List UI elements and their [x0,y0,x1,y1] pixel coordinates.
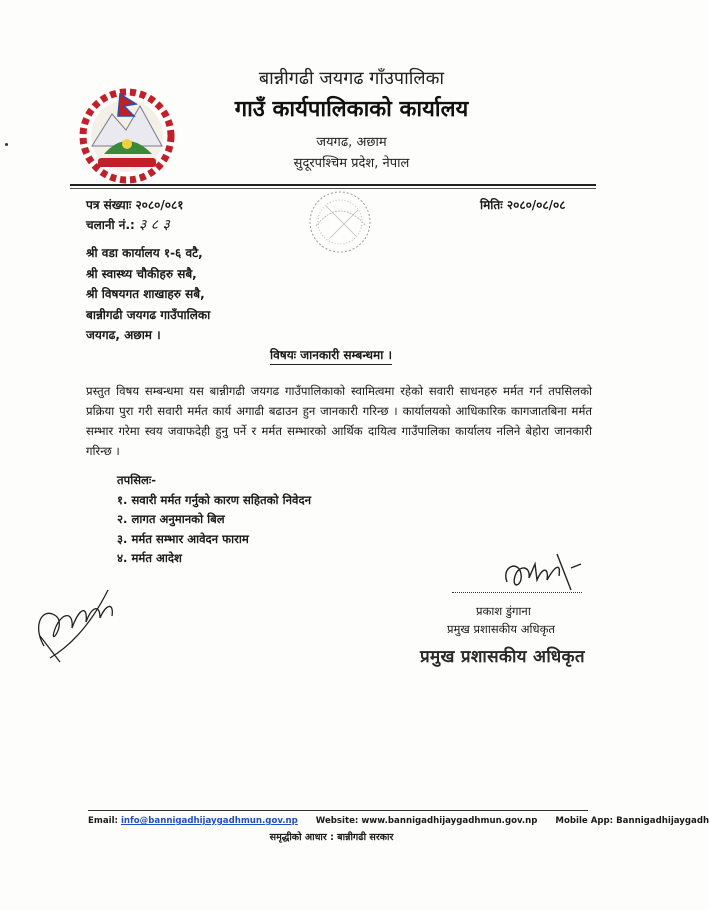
app-label: Mobile App: [555,816,614,826]
footer-rule [88,810,588,811]
recipient-line: श्री स्वास्थ्य चौकीहरु सबै, [86,266,197,281]
footer-contacts [88,816,709,826]
signatory-title: प्रमुख प्रशासकीय अधिकृत [447,622,555,636]
dispatch-number-label: चलानी नं.: [86,218,135,232]
letter-number [86,196,184,213]
email-link[interactable]: info@bannigadhijaygadhmun.gov.np [120,816,298,826]
designation-stamp: प्रमुख प्रशासकीय अधिकृत [420,647,585,667]
attachment-item: २. लागत अनुमानको बिल [117,512,225,526]
attachment-item: १. सवारी मर्मत गर्नुको कारण सहितको निवेदन [117,492,312,507]
date-value: २०८०/०८/०८ [506,198,566,212]
website-link[interactable]: www.bannigadhijaygadhmun.gov.np [361,816,538,826]
office-name: गाउँ कार्यपालिकाको कार्यालय [234,97,469,122]
attachment-item: ४. मर्मत आदेश [117,551,182,565]
dispatch-number-value: ३ ८ ३ [139,217,170,233]
letter-number-label: पत्र संख्याः [86,198,132,212]
attachment-item: ३. मर्मत सम्भार आवेदन फाराम [117,531,249,546]
recipient-block [86,243,210,346]
municipality-name: बान्नीगढी जयगढ गाँउपालिका [258,68,445,89]
officer-signature [497,546,587,596]
app-name: Bannigadhijaygadh [616,816,709,826]
office-stamp [296,186,392,262]
subject-line: विषयः जानकारी सम्बन्धमा । [270,346,392,365]
recipient-line: श्री वडा कार्यालय १-६ वटै, [86,246,203,260]
margin-mark [5,143,8,146]
dispatch-number [86,215,170,234]
recipient-line: बान्नीगढी जयगढ गाउँपालिका [86,307,211,322]
initial-signature [30,576,130,668]
letter-date [480,196,566,213]
date-label: मितिः [480,198,503,212]
attachment-list [117,471,311,569]
signatory-name: प्रकाश डुंगाना [476,604,531,618]
website-label: Website: [315,816,359,826]
letter-number-value: २०८०/०८१ [135,198,184,212]
body-paragraph: प्रस्तुत विषय सम्बन्धमा यस बान्नीगढी जयगढ गाउँपालिकाको स्वामित्वमा रहेको सवारी साधनहरु मर्मत गर्न तपसिलको प्रक्रिया पुरा गरी सवारी मर्मत कार्य अगाढी बढाउन हुन जानकारी गरिन्छ । कार्यालयको आधिकारिक कागजातबिना मर्मत सम्भार गरेमा स्वय जवाफदेही हुनु पर्ने र मर्मत सम्भारको आर्थिक दायित्व गाउँपालिका कार्यालय नलिने बेहोरा जानकारी गरिन्छ । [86,384,592,458]
office-location: जयगढ, अछाम [316,135,387,150]
attachment-label: तपसिलः- [117,473,157,487]
recipient-line: श्री विषयगत शाखाहरु सबै, [86,287,205,301]
footer-slogan: समृद्धीको आधार : बान्नीगढी सरकार [269,832,394,843]
email-label: Email: [88,816,118,826]
province-name: सुदूरपश्चिम प्रदेश, नेपाल [293,156,410,171]
signature-line [452,592,582,593]
recipient-line: जयगढ, अछाम । [86,328,161,342]
